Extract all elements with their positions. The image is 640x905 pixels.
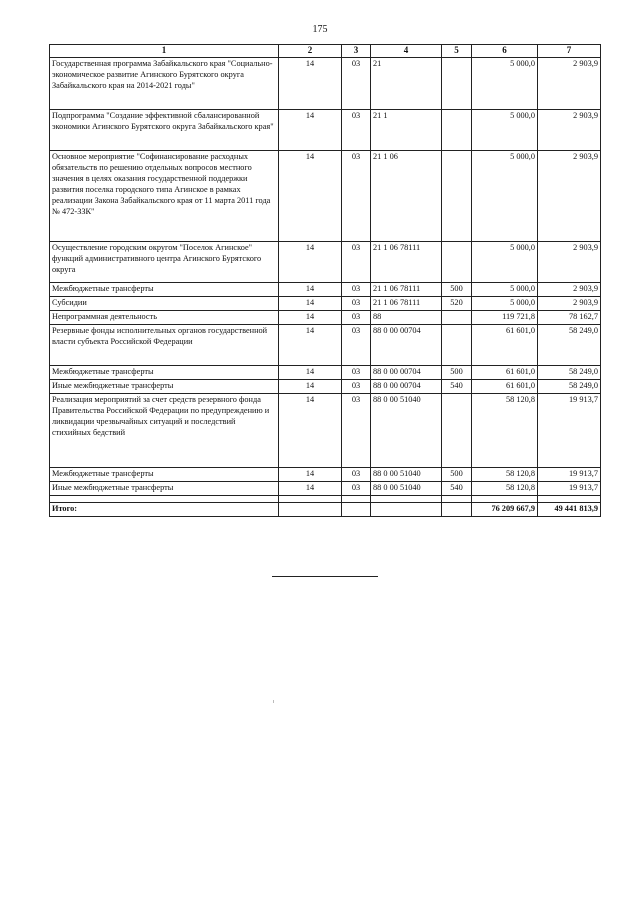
cell-name: Непрограммная деятельность [50, 310, 279, 324]
cell-subsection: 03 [342, 241, 371, 282]
table-header-row [50, 45, 601, 58]
cell-target-code: 21 [371, 57, 442, 109]
cell-name: Межбюджетные трансферты [50, 365, 279, 379]
empty-row [50, 495, 601, 502]
column-header: 1 [50, 45, 279, 58]
cell-name: Резервные фонды исполнительных органов государственной власти субъекта Российской Федерации [50, 324, 279, 365]
cell-amount-plan: 5 000,0 [472, 296, 538, 310]
cell-amount-plan: 5 000,0 [472, 57, 538, 109]
cell-target-code: 88 [371, 310, 442, 324]
cell-name: Межбюджетные трансферты [50, 282, 279, 296]
cell-name: Иные межбюджетные трансферты [50, 379, 279, 393]
cell-amount-actual: 58 249,0 [538, 365, 601, 379]
budget-table [49, 44, 601, 517]
cell-section: 14 [279, 467, 342, 481]
cell-subsection: 03 [342, 57, 371, 109]
cell-amount-actual: 19 913,7 [538, 467, 601, 481]
column-header: 5 [442, 45, 472, 58]
cell-amount-plan: 61 601,0 [472, 379, 538, 393]
table-row [50, 467, 601, 481]
cell-expense-type [442, 150, 472, 241]
table-row [50, 365, 601, 379]
cell-amount-actual: 2 903,9 [538, 109, 601, 150]
table-row [50, 324, 601, 365]
cell-target-code: 21 1 06 78111 [371, 296, 442, 310]
cell-expense-type: 500 [442, 282, 472, 296]
cell-amount-actual: 2 903,9 [538, 241, 601, 282]
cell-amount-actual: 2 903,9 [538, 296, 601, 310]
cell-amount-plan: 58 120,8 [472, 481, 538, 495]
column-header: 7 [538, 45, 601, 58]
table-row [50, 393, 601, 467]
table-row [50, 57, 601, 109]
cell-name: Межбюджетные трансферты [50, 467, 279, 481]
cell-expense-type [442, 57, 472, 109]
empty-cell [472, 495, 538, 502]
cell-subsection: 03 [342, 379, 371, 393]
cell-amount-plan: 58 120,8 [472, 467, 538, 481]
cell-name: Подпрограмма "Создание эффективной сбалансированной экономики Агинского Бурятского округа Забайкальского края" [50, 109, 279, 150]
cell-subsection: 03 [342, 310, 371, 324]
cell-amount-plan: 5 000,0 [472, 282, 538, 296]
cell-name: Реализация мероприятий за счет средств резервного фонда Правительства Российской Федерации по предупреждению и ликвидации чрезвычайных ситуаций и последствий стихийных бедствий [50, 393, 279, 467]
cell-expense-type: 500 [442, 365, 472, 379]
empty-cell [442, 502, 472, 516]
cell-subsection: 03 [342, 282, 371, 296]
empty-cell [279, 495, 342, 502]
scan-mark [273, 700, 274, 703]
cell-amount-plan: 5 000,0 [472, 109, 538, 150]
cell-expense-type [442, 393, 472, 467]
table-row [50, 282, 601, 296]
empty-cell [371, 495, 442, 502]
cell-expense-type: 540 [442, 379, 472, 393]
cell-expense-type [442, 241, 472, 282]
cell-section: 14 [279, 324, 342, 365]
column-header: 3 [342, 45, 371, 58]
cell-amount-plan: 58 120,8 [472, 393, 538, 467]
cell-section: 14 [279, 282, 342, 296]
cell-expense-type [442, 310, 472, 324]
cell-target-code: 21 1 06 [371, 150, 442, 241]
cell-amount-actual: 19 913,7 [538, 481, 601, 495]
cell-amount-actual: 2 903,9 [538, 57, 601, 109]
total-amount-plan: 76 209 667,9 [472, 502, 538, 516]
cell-section: 14 [279, 296, 342, 310]
cell-target-code: 88 0 00 51040 [371, 481, 442, 495]
cell-expense-type: 540 [442, 481, 472, 495]
cell-name: Основное мероприятие "Софинансирование расходных обязательств по решению отдельных вопросов местного значения в целях оказания государственной поддержки развития поселка городского типа Агинское в рамках реализации Закона Забайкальского края от 11 марта 2011 года № 472-ЗЗК" [50, 150, 279, 241]
cell-amount-actual: 2 903,9 [538, 150, 601, 241]
cell-subsection: 03 [342, 467, 371, 481]
page-number: 175 [312, 24, 328, 35]
empty-cell [50, 495, 279, 502]
total-label: Итого: [50, 502, 279, 516]
column-header: 2 [279, 45, 342, 58]
cell-expense-type: 500 [442, 467, 472, 481]
table-row [50, 109, 601, 150]
cell-target-code: 88 0 00 00704 [371, 365, 442, 379]
cell-target-code: 21 1 06 78111 [371, 282, 442, 296]
cell-amount-actual: 58 249,0 [538, 379, 601, 393]
cell-name: Иные межбюджетные трансферты [50, 481, 279, 495]
cell-section: 14 [279, 57, 342, 109]
cell-name: Субсидии [50, 296, 279, 310]
cell-amount-actual: 19 913,7 [538, 393, 601, 467]
cell-expense-type [442, 109, 472, 150]
table-row [50, 150, 601, 241]
cell-target-code: 21 1 06 78111 [371, 241, 442, 282]
table-row [50, 310, 601, 324]
cell-section: 14 [279, 379, 342, 393]
table-row [50, 296, 601, 310]
cell-target-code: 88 0 00 51040 [371, 393, 442, 467]
cell-section: 14 [279, 365, 342, 379]
empty-cell [371, 502, 442, 516]
cell-expense-type [442, 324, 472, 365]
cell-amount-plan: 61 601,0 [472, 324, 538, 365]
cell-amount-plan: 5 000,0 [472, 241, 538, 282]
cell-amount-actual: 2 903,9 [538, 282, 601, 296]
cell-target-code: 21 1 [371, 109, 442, 150]
cell-amount-actual: 78 162,7 [538, 310, 601, 324]
table-row [50, 379, 601, 393]
cell-subsection: 03 [342, 109, 371, 150]
cell-amount-plan: 119 721,8 [472, 310, 538, 324]
cell-target-code: 88 0 00 00704 [371, 324, 442, 365]
cell-name: Государственная программа Забайкальского края "Социально-экономическое развитие Агинского Бурятского округа Забайкальского края на 2014-2021 годы" [50, 57, 279, 109]
cell-target-code: 88 0 00 00704 [371, 379, 442, 393]
cell-subsection: 03 [342, 481, 371, 495]
cell-amount-plan: 61 601,0 [472, 365, 538, 379]
empty-cell [342, 502, 371, 516]
table-row [50, 241, 601, 282]
cell-subsection: 03 [342, 150, 371, 241]
cell-section: 14 [279, 241, 342, 282]
empty-cell [538, 495, 601, 502]
cell-section: 14 [279, 310, 342, 324]
column-header: 4 [371, 45, 442, 58]
total-amount-actual: 49 441 813,9 [538, 502, 601, 516]
cell-section: 14 [279, 109, 342, 150]
cell-subsection: 03 [342, 393, 371, 467]
cell-amount-plan: 5 000,0 [472, 150, 538, 241]
cell-target-code: 88 0 00 51040 [371, 467, 442, 481]
total-row [50, 502, 601, 516]
cell-amount-actual: 58 249,0 [538, 324, 601, 365]
footer-divider [272, 576, 378, 577]
cell-section: 14 [279, 481, 342, 495]
cell-expense-type: 520 [442, 296, 472, 310]
cell-subsection: 03 [342, 296, 371, 310]
table-row [50, 481, 601, 495]
cell-section: 14 [279, 150, 342, 241]
empty-cell [442, 495, 472, 502]
empty-cell [279, 502, 342, 516]
cell-name: Осуществление городским округом "Поселок Агинское" функций административного центра Агинского Бурятского округа [50, 241, 279, 282]
cell-subsection: 03 [342, 324, 371, 365]
empty-cell [342, 495, 371, 502]
cell-section: 14 [279, 393, 342, 467]
column-header: 6 [472, 45, 538, 58]
cell-subsection: 03 [342, 365, 371, 379]
